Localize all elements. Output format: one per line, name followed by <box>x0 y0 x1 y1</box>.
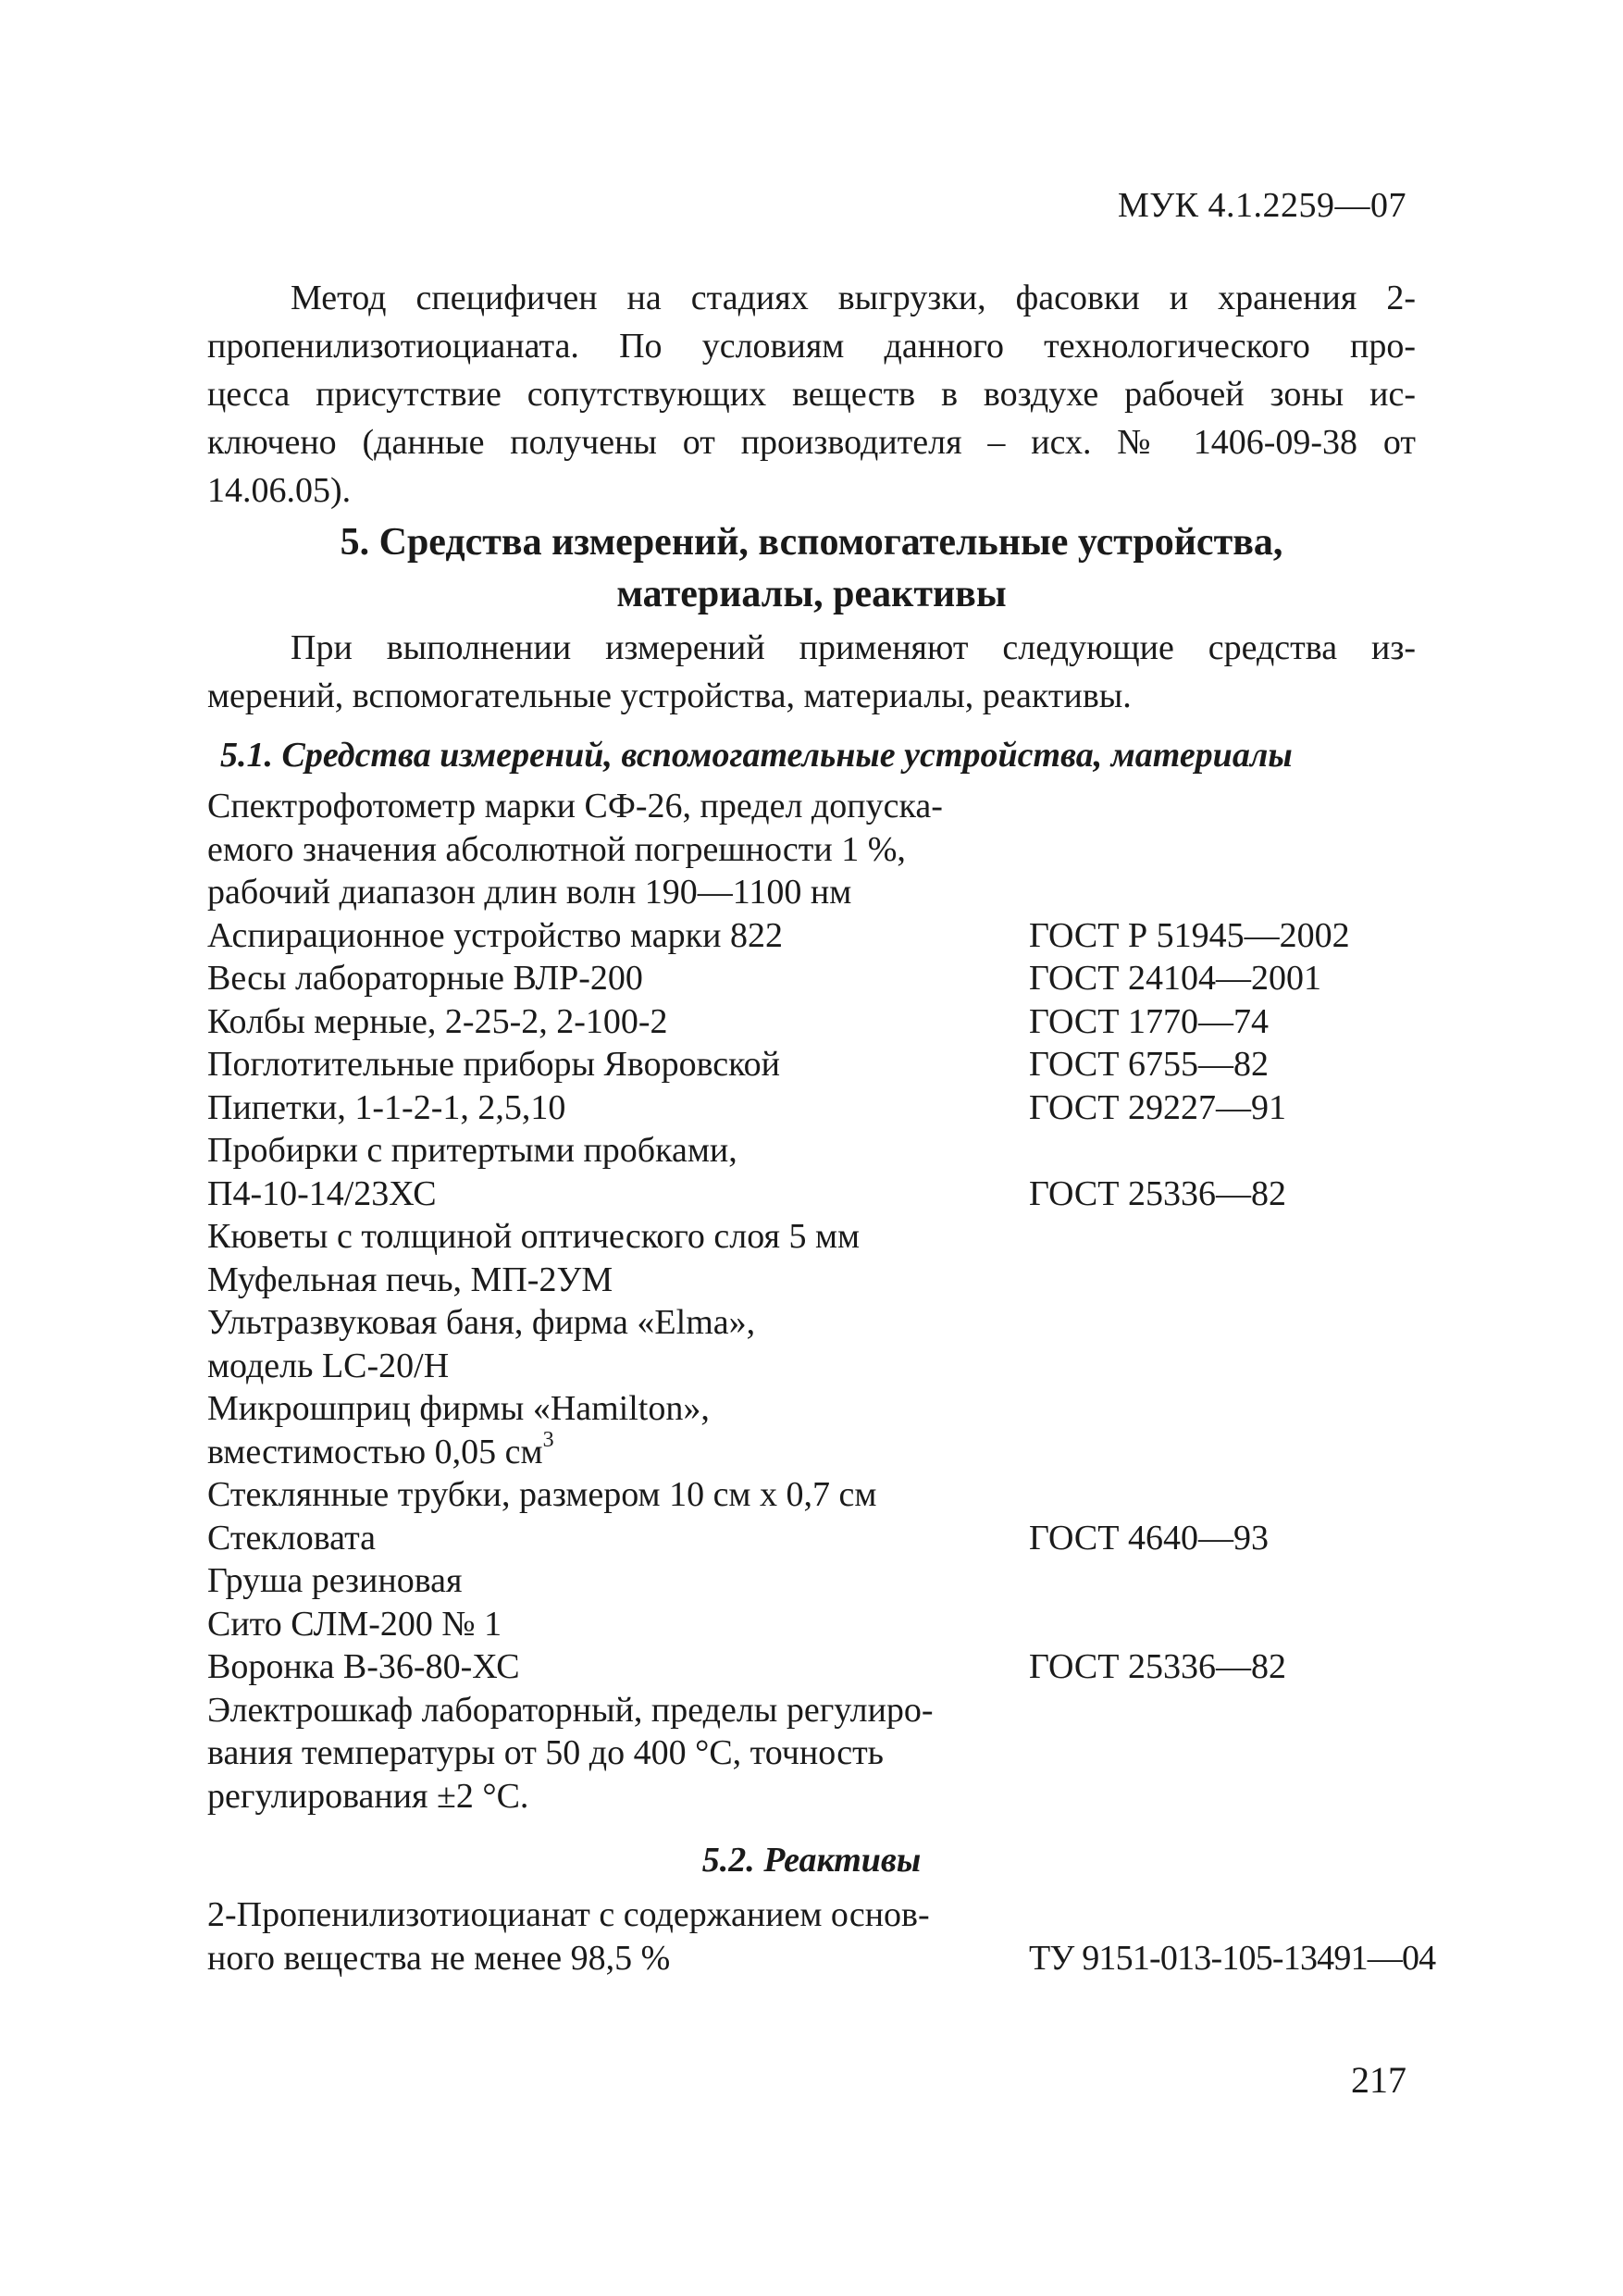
list-item <box>207 1215 1447 1259</box>
list-item <box>207 1645 1447 1689</box>
item-name <box>207 1129 1029 1215</box>
list-item <box>207 1129 1447 1215</box>
item-name-text: 2-Пропенилизотиоцианат с содержанием основ- ного вещества не менее 98,5 % <box>207 1895 930 1978</box>
item-name <box>207 1473 1029 1517</box>
item-name <box>207 1043 1029 1086</box>
section-5-title-line: 5. Средства измерений, вспомогательные устройства, <box>340 521 1283 564</box>
item-standard: ГОСТ 25336—82 <box>1029 1173 1286 1213</box>
item-name-text: Кюветы с толщиной оптического слоя 5 мм <box>207 1217 861 1256</box>
item-standard: ТУ 9151-013-105-13491—04 <box>1029 1938 1436 1978</box>
item-name <box>207 957 1029 1000</box>
list-item <box>207 1517 1447 1560</box>
list-item <box>207 1301 1447 1387</box>
list-item <box>207 1603 1447 1646</box>
item-name-text: Стекловата <box>207 1518 377 1558</box>
item-name-text: Весы лабораторные ВЛР-200 <box>207 959 643 998</box>
item-standard: ГОСТ 29227—91 <box>1029 1087 1286 1127</box>
item-name <box>207 1387 1029 1473</box>
intro-line: Метод специфичен на стадиях выгрузки, фасовки и хранения 2- <box>291 279 1416 317</box>
document-code: МУК 4.1.2259—07 <box>1117 186 1406 225</box>
subsection-5-1-title: 5.1. Средства измерений, вспомогательные устройства, материалы <box>220 736 1293 775</box>
list-item <box>207 914 1447 958</box>
list-item <box>207 1259 1447 1302</box>
intro-paragraph <box>207 274 1416 515</box>
item-name <box>207 914 1029 958</box>
item-name-text: Муфельная печь, МП-2УМ <box>207 1260 613 1299</box>
item-name-text: Аспирационное устройство марки 822 <box>207 915 783 955</box>
list-item <box>207 1559 1447 1603</box>
item-standard: ГОСТ Р 51945—2002 <box>1029 915 1350 955</box>
section-5-intro <box>207 624 1416 720</box>
intro-line: 14.06.05). <box>207 471 352 510</box>
item-standard: ГОСТ 1770—74 <box>1029 1001 1269 1041</box>
reagents-list <box>207 1893 1447 1980</box>
unit-superscript: 3 <box>542 1427 554 1452</box>
item-name-text: Микрошприц фирмы «Hamilton», вместимостью 0,05 см <box>207 1389 710 1471</box>
item-standard: ГОСТ 6755—82 <box>1029 1045 1269 1084</box>
item-name <box>207 785 1029 914</box>
item-name <box>207 1645 1029 1689</box>
item-name-text: Воронка В-36-80-ХС <box>207 1647 520 1686</box>
list-item <box>207 1387 1447 1473</box>
item-name <box>207 1559 1029 1603</box>
item-name <box>207 1893 1029 1980</box>
subsection-5-2-title: 5.2. Реактивы <box>701 1841 922 1880</box>
page-number: 217 <box>1351 2059 1406 2101</box>
list-item <box>207 1000 1447 1044</box>
item-standard: ГОСТ 25336—82 <box>1029 1647 1286 1686</box>
list-item <box>207 1893 1447 1980</box>
item-name-text: Груша резиновая <box>207 1561 463 1600</box>
item-name-text: Ультразвуковая баня, фирма «Elma», модель LC-20/H <box>207 1303 756 1385</box>
section-5-title-line: материалы, реактивы <box>616 573 1007 615</box>
item-name <box>207 1086 1029 1130</box>
item-name <box>207 1689 1029 1818</box>
intro-line: цесса присутствие сопутствующих веществ в воздухе рабочей зоны ис- <box>207 375 1416 414</box>
item-standard: ГОСТ 4640—93 <box>1029 1518 1269 1558</box>
item-name-text: Пробирки с притертыми пробками, П4-10-14/23ХС <box>207 1131 737 1213</box>
item-name <box>207 1603 1029 1646</box>
item-name-text: Электрошкаф лабораторный, пределы регулиро- вания температуры от 50 до 400 °С, точность регулирования ±2 °С. <box>207 1690 934 1816</box>
list-item <box>207 1473 1447 1517</box>
list-item <box>207 1043 1447 1086</box>
item-name <box>207 1215 1029 1259</box>
item-name-text: Поглотительные приборы Яворовской <box>207 1045 781 1084</box>
list-item <box>207 957 1447 1000</box>
item-name-text: Пипетки, 1-1-2-1, 2,5,10 <box>207 1087 566 1127</box>
item-name-text: Колбы мерные, 2-25-2, 2-100-2 <box>207 1001 668 1041</box>
intro-line: ключено (данные получены от производителя – исх. № 1406-09-38 от <box>207 423 1416 462</box>
equipment-list <box>207 785 1447 1818</box>
item-name <box>207 1259 1029 1302</box>
list-item <box>207 785 1447 914</box>
item-name-text: Сито СЛМ-200 № 1 <box>207 1604 502 1644</box>
item-standard: ГОСТ 24104—2001 <box>1029 959 1321 998</box>
item-name-text: Спектрофотометр марки СФ-26, предел допуска- емого значения абсолютной погрешности 1 %, рабочий диапазон длин волн 190—1100 нм <box>207 787 943 912</box>
item-name <box>207 1000 1029 1044</box>
item-name <box>207 1517 1029 1560</box>
section-5-intro-line: мерений, вспомогательные устройства, материалы, реактивы. <box>207 676 1132 715</box>
list-item <box>207 1086 1447 1130</box>
intro-line: пропенилизотиоцианата. По условиям данного технологического про- <box>207 327 1416 366</box>
section-5-intro-line: При выполнении измерений применяют следующие средства из- <box>291 628 1416 667</box>
item-name <box>207 1301 1029 1387</box>
item-name-text: Стеклянные трубки, размером 10 см х 0,7 см <box>207 1475 877 1514</box>
section-5-title <box>207 516 1416 620</box>
list-item <box>207 1689 1447 1818</box>
